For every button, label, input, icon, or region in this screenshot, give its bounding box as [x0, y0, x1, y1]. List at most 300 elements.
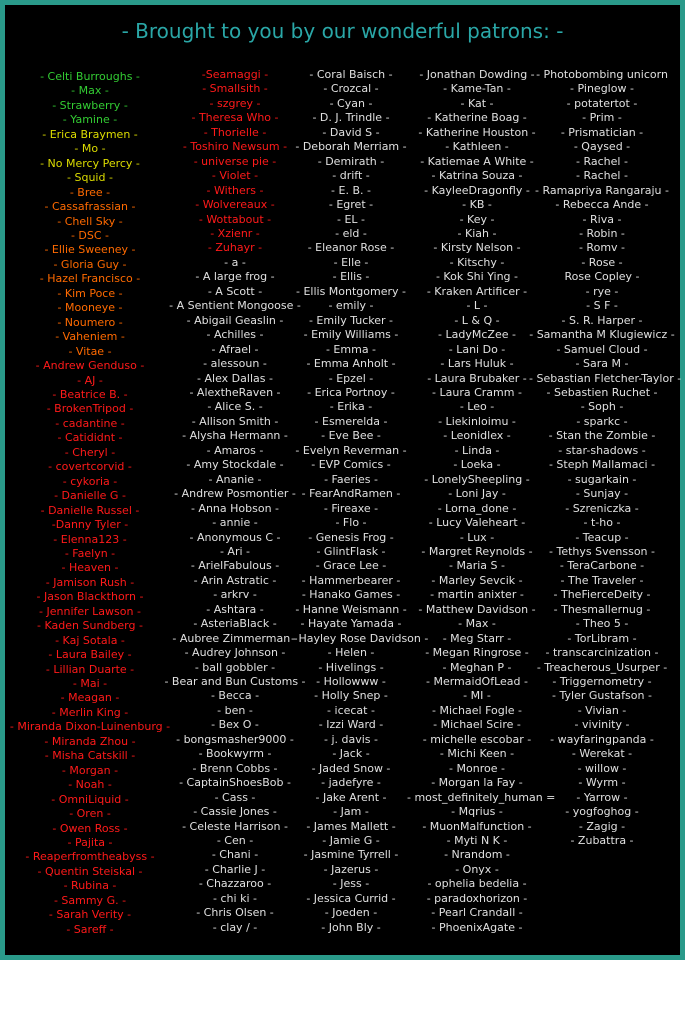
patron-name: - Withers - [206, 183, 264, 197]
patron-name: - Kathleen - [445, 140, 509, 154]
patron-name: - Andrew Genduso - [35, 359, 145, 373]
patron-name: - sugarkain - [567, 472, 637, 486]
patron-name: - Abigail Geaslin - [186, 313, 284, 327]
patron-name: - Joeden - [324, 906, 378, 920]
patron-name: - ball gobbler - [194, 660, 276, 674]
patron-name: - most_definitely_human = [407, 790, 556, 804]
patron-name: - Brenn Cobbs - [192, 761, 278, 775]
patron-name: - Katherine Houston - [418, 125, 536, 139]
patron-name: - Ashtara - [206, 602, 264, 616]
patron-name: - Lani Do - [448, 342, 506, 356]
patron-name: - Kame-Tan - [443, 82, 511, 96]
patron-name: - Hanne Weismann - [295, 602, 407, 616]
patron-name: - Hayate Yamada - [300, 617, 402, 631]
patron-name: - LadyMcZee - [438, 328, 516, 342]
patron-name: - TheFierceDeity - [553, 588, 651, 602]
patron-name: - Egret - [328, 198, 374, 212]
patron-name: - Robin - [579, 226, 625, 240]
patron-name: - Mooneye - [57, 301, 123, 315]
patron-name: - Sebastian Fletcher-Taylor - [529, 371, 682, 385]
patron-name: - Theresa Who - [191, 111, 279, 125]
patron-name: - Werekat - [571, 747, 633, 761]
patron-name: - Morgan la Fay - [431, 776, 523, 790]
patron-name: - Rachel - [576, 154, 628, 168]
patron-name: - Pineglow - [570, 82, 634, 96]
patron-name: - Faelyn - [64, 546, 116, 560]
patron-name: - Celti Burroughs - [40, 70, 140, 83]
patron-name: - Stan the Zombie - [548, 429, 656, 443]
patron-name: - Morgan - [61, 763, 119, 777]
credits-title: - Brought to you by our wonderful patrons: - [121, 19, 564, 43]
patron-name: - A large frog - [195, 270, 275, 284]
patron-name: - Monroe - [449, 761, 505, 775]
patron-name: - MuonMalfunction - [422, 819, 532, 833]
patron-name: - star-shadows - [558, 443, 646, 457]
patron-name: - Ellie Sweeney - [44, 243, 136, 257]
patron-name: - S F - [586, 299, 618, 313]
patron-name: - Izzi Ward - [318, 718, 384, 732]
patron-name: - jadefyre - [321, 776, 381, 790]
patron-name: - Max - [458, 617, 496, 631]
patron-name: - Riva - [582, 212, 622, 226]
patron-name: - Miranda Dixon-Luinenburg - [9, 720, 171, 734]
patron-name: - KB - [462, 198, 492, 212]
patron-name: - Sareff - [66, 922, 114, 936]
patron-name: - Meg Starr - [442, 631, 512, 645]
patron-column-3 [291, 68, 429, 935]
patron-name: - Loni Jay - [448, 487, 506, 501]
patron-name: - Vivian - [577, 703, 627, 717]
patron-name: - Evelyn Reverman - [295, 443, 407, 457]
patron-name: - Vitae - [68, 344, 112, 358]
patron-name: - LonelySheepling - [424, 472, 530, 486]
patron-name: - michelle escobar - [422, 732, 532, 746]
patron-name: - Allison Smith - [191, 414, 279, 428]
patron-name: - bongsmasher9000 - [176, 732, 294, 746]
patron-name: - Zagig - [578, 819, 626, 833]
patron-name: - Danielle Russel - [40, 503, 140, 517]
patron-name: - Esmerelda - [314, 414, 388, 428]
patron-name: - Lillian Duarte - [45, 662, 135, 676]
patron-name: - Leo - [459, 400, 495, 414]
patron-name: - Kok Shi Ying - [435, 270, 519, 284]
patron-name: - Soph - [580, 400, 624, 414]
patron-name: - Noumero - [57, 315, 123, 329]
patron-name: - Laura Cramm - [432, 385, 522, 399]
patron-name: - Qaysed - [573, 140, 631, 154]
patron-name: - EL - [336, 212, 365, 226]
patron-name: - wayfaringpanda - [550, 732, 654, 746]
patron-name: - Strawberry - [52, 98, 128, 112]
patron-name: - potatertot - [566, 96, 638, 110]
patron-name: - TeraCarbone - [559, 559, 645, 573]
patron-name: - BrokenTripod - [46, 402, 134, 416]
patron-name: - Tethys Svensson - [549, 544, 655, 558]
patron-name: - Ellis - [332, 270, 370, 284]
patron-name: - Arin Astratic - [193, 573, 277, 587]
patron-name: - Epzel - [328, 371, 374, 385]
patron-name: - Ananie - [208, 472, 262, 486]
patron-name: - Erica Portnoy - [307, 385, 395, 399]
patron-name: - Key - [459, 212, 495, 226]
patron-name: - Laura Bailey - [48, 648, 132, 662]
patron-name: - Anna Hobson - [190, 501, 280, 515]
patron-name: - Celeste Harrison - [182, 819, 288, 833]
patron-name: - Kaj Sotala - [55, 633, 125, 647]
patron-name: - Jess - [332, 877, 370, 891]
patron-name: - Ellis Montgomery - [295, 284, 406, 298]
patron-name: - Violet - [211, 169, 259, 183]
patron-name: - Liekinloimu - [438, 414, 516, 428]
patron-name: - Demirath - [317, 154, 385, 168]
patron-name: - Cass - [214, 790, 256, 804]
patron-name: - Misha Catskill - [44, 749, 136, 763]
patron-name: - Amaros - [206, 443, 264, 457]
patron-name: - Danielle G - [54, 489, 126, 503]
patron-name: - Helen - [327, 646, 375, 660]
patron-name: - MermaidOfLead - [426, 675, 528, 689]
patron-column-1 [5, 70, 175, 937]
patron-name: - Photobombing unicorn [536, 68, 668, 81]
patron-name: - eld - [335, 226, 367, 240]
patron-name: - chi ki - [213, 891, 257, 905]
patron-name: - paradoxhorizon - [426, 891, 528, 905]
patron-name: - Jake Arent - [315, 790, 387, 804]
patron-name: - S. R. Harper - [561, 313, 643, 327]
patron-name: - yogfoghog - [565, 805, 639, 819]
patron-name: - L & Q - [454, 313, 500, 327]
patron-name: - Jaded Snow - [311, 761, 391, 775]
patron-name: - EVP Comics - [311, 458, 391, 472]
patron-name: - Elle - [333, 255, 369, 269]
patron-name: - GlintFlask - [316, 544, 386, 558]
patron-name: - clay / - [212, 920, 258, 934]
patron-name: - AlextheRaven - [189, 385, 281, 399]
patron-name: - Chell Sky - [57, 214, 123, 228]
patron-name: - Hazel Francisco - [39, 272, 141, 286]
patron-name: - Meghan P - [442, 660, 512, 674]
patron-name: - CaptainShoesBob - [179, 776, 291, 790]
patron-name: - Hanako Games - [301, 588, 401, 602]
patron-name: - Erika - [329, 400, 373, 414]
patron-name: - alessoun - [203, 357, 267, 371]
patron-name: - Holly Snep - [314, 689, 388, 703]
patron-name: - Fireaxe - [323, 501, 379, 515]
patron-name: - Zubattra - [570, 834, 634, 848]
patron-name: - Cheryl - [64, 445, 116, 459]
patron-name: - drift - [332, 169, 370, 183]
patron-name: - j. davis - [323, 732, 378, 746]
patron-name: - Faeries - [324, 472, 378, 486]
patron-name: - Audrey Johnson - [184, 646, 286, 660]
patron-name: - Oren - [69, 807, 111, 821]
patron-name: - rye - [585, 284, 619, 298]
patron-name: - Emily Tucker - [308, 313, 394, 327]
patron-name: - Szreniczka - [565, 501, 639, 515]
patron-name: - James Mallett - [306, 819, 396, 833]
patron-name: - Sarah Verity - [48, 908, 132, 922]
patron-name: - Merlin King - [51, 705, 129, 719]
patron-name: - Theo 5 - [575, 617, 629, 631]
patron-name: - Eleanor Rose - [307, 241, 395, 255]
patron-column-5 [529, 68, 682, 848]
patron-name: - PhoenixAgate - [431, 920, 523, 934]
patron-name: - Jam - [333, 805, 369, 819]
patron-name: - Linda - [454, 443, 500, 457]
patron-name: - a - [224, 255, 246, 269]
patron-name: - Charlie J - [204, 862, 266, 876]
patron-name: - Jennifer Lawson - [39, 604, 141, 618]
patron-name: - martin anixter - [430, 588, 524, 602]
patron-name: - Achilles - [206, 328, 264, 342]
patron-name: - Matthew Davidson - [418, 602, 536, 616]
patron-name: - Becca - [210, 689, 260, 703]
patron-name: - Loeka - [453, 458, 501, 472]
patron-name: - Lorna_done - [437, 501, 517, 515]
patron-name: - Margret Reynolds - [421, 544, 533, 558]
patron-name: - Onyx - [455, 862, 499, 876]
patron-name: - Michael Scire - [433, 718, 521, 732]
patron-name: - Alex Dallas - [197, 371, 273, 385]
patron-name: - Wolvereaux - [195, 198, 275, 212]
patron-name: - OmniLiquid - [51, 792, 129, 806]
patron-name: - Mai - [72, 677, 108, 691]
patron-name: - Elenna123 - [53, 532, 127, 546]
patron-name: - Lars Huluk - [440, 357, 514, 371]
patron-name: - The Traveler - [560, 573, 644, 587]
patron-name: - Hammerbearer - [301, 573, 401, 587]
patron-name: -Danny Tyler - [51, 518, 129, 532]
patron-name: - Lux - [459, 530, 495, 544]
patron-name: - Rubina - [63, 879, 117, 893]
patron-name: - Rebecca Ande - [555, 198, 649, 212]
patron-name: - Flo - [335, 516, 367, 530]
patron-name: - Jason Blackthorn - [36, 590, 144, 604]
patron-name: - Quentin Steiskal - [37, 864, 143, 878]
patron-name: - Reaperfromtheabyss - [25, 850, 155, 864]
patron-name: - t-ho - [583, 516, 621, 530]
patron-name: - Lucy Valeheart - [428, 516, 526, 530]
patron-name: - Jonathan Dowding - [419, 68, 535, 81]
patron-name: - Ramapriya Rangaraju - [535, 183, 669, 197]
patron-name: - Sammy G. - [53, 893, 127, 907]
patron-name: - Yarrow - [576, 790, 628, 804]
patron-name: - Cen - [216, 834, 254, 848]
patron-name: - Gloria Guy - [53, 257, 127, 271]
patron-name: - Eve Bee - [321, 429, 381, 443]
patron-name: - Bree - [69, 185, 111, 199]
patron-name: - Sara M - [575, 357, 629, 371]
patron-name: - Chazzaroo - [198, 877, 272, 891]
patron-name: - Jamie G - [322, 834, 380, 848]
patron-name: - Katrina Souza - [431, 169, 523, 183]
patron-name: - Smallsith - [202, 82, 268, 96]
patron-name: - Marley Sevcik - [431, 573, 523, 587]
patron-name: - Wyrm - [578, 776, 626, 790]
patron-name: - Prim - [582, 111, 622, 125]
patron-name: - Jamison Rush - [45, 575, 135, 589]
patron-name: - No Mercy Percy - [40, 156, 140, 170]
patron-name: - Ari - [219, 544, 251, 558]
patron-name: - Kiah - [457, 226, 497, 240]
patron-name: - Squid - [67, 171, 113, 185]
patron-name: - L - [466, 299, 488, 313]
patron-name: - Pearl Crandall - [431, 906, 523, 920]
patron-name: - Heaven - [61, 561, 119, 575]
patron-name: - Cassafrassian - [44, 200, 136, 214]
patron-name: - Chris Olsen - [196, 906, 274, 920]
patron-name: - covertcorvid - [48, 460, 132, 474]
patron-name: - Owen Ross - [52, 821, 128, 835]
patron-name: - Aubree Zimmerman - [172, 631, 298, 645]
patron-name: - willow - [577, 761, 627, 775]
patron-name: - Bex O - [211, 718, 259, 732]
patron-name: - Leonidlex - [443, 429, 511, 443]
patron-name: - Cyan - [329, 96, 373, 110]
patron-name: - szgrey - [209, 96, 261, 110]
patron-name: - Triggernometry - [552, 675, 652, 689]
patron-name: - Chani - [211, 848, 259, 862]
patron-name: - Samuel Cloud - [556, 342, 648, 356]
patron-column-4 [407, 68, 556, 935]
patron-name: - Beatrice B. - [52, 387, 128, 401]
patron-name: - annie - [212, 516, 258, 530]
patron-name: - arkrv - [213, 588, 257, 602]
patron-name: - Crozcal - [323, 82, 379, 96]
patron-name: - Deborah Merriam - [295, 140, 407, 154]
patron-name: - Pajita - [67, 836, 113, 850]
patron-name: - Romv - [578, 241, 626, 255]
patron-name: - Alice S. - [207, 400, 263, 414]
patron-name: - ophelia bedelia - [427, 877, 527, 891]
patron-name: - Kaden Sundberg - [37, 619, 143, 633]
patron-name: - A Scott - [207, 284, 263, 298]
patron-name: - AJ - [77, 373, 103, 387]
patron-name: - Cassie Jones - [193, 805, 277, 819]
patron-name: - cadantine - [55, 416, 125, 430]
patron-name: - Thesmallernug - [553, 602, 651, 616]
patron-name: - Max - [71, 84, 109, 98]
patron-name: - John Bly - [321, 920, 381, 934]
patron-name: - universe pie - [193, 154, 277, 168]
patron-name: - Bear and Bun Customs - [164, 675, 306, 689]
patron-name: - Mo - [74, 142, 106, 156]
patron-name: - Bookwyrm - [198, 747, 272, 761]
patron-name: - Samantha M Klugiewicz - [529, 328, 675, 342]
patron-name: - DSC - [70, 228, 110, 242]
patron-name: - David S - [322, 125, 380, 139]
patron-name: - MI - [463, 689, 491, 703]
patron-name: - Kim Poce - [57, 286, 123, 300]
patron-name: - Kraken Artificer - [426, 284, 528, 298]
patron-name: - transcarcinization - [545, 646, 659, 660]
patron-column-2 [160, 68, 310, 935]
patron-name: - Coral Baisch - [309, 68, 393, 81]
patron-name: - Maria S - [449, 559, 505, 573]
patron-name: - Catididnt - [57, 431, 123, 445]
patron-name: - Meagan - [60, 691, 120, 705]
patron-name: - Afrael - [211, 342, 259, 356]
patron-name: - Steph Mallamaci - [548, 458, 656, 472]
patron-name: - Noah - [68, 778, 112, 792]
patron-name: - Toshiro Newsum - [182, 140, 288, 154]
patron-name: - Zuhayr - [207, 241, 263, 255]
patron-name: - Katiemae A White - [420, 154, 534, 168]
patron-name: - cykoria - [62, 474, 118, 488]
patron-name: - Erica Braymen - [42, 127, 138, 141]
patron-name: - Prismatician - [560, 125, 644, 139]
patron-name: - ben - [217, 703, 253, 717]
patron-name: - Kitschy - [449, 255, 505, 269]
patron-name: - Tyler Gustafson - [552, 689, 652, 703]
patron-name: - D. J. Trindle - [312, 111, 390, 125]
patron-name: - Kirsty Nelson - [433, 241, 521, 255]
patron-name: - Laura Brubaker - [427, 371, 527, 385]
patron-name: - Wottabout - [198, 212, 272, 226]
patron-name: - Jazerus - [323, 862, 379, 876]
patron-name: - Michael Fogle - [431, 703, 523, 717]
patron-name: - Hayley Rose Davidson - [291, 631, 429, 645]
patron-name: - Xzienr - [210, 226, 260, 240]
patron-name: - Myti N K - [446, 834, 508, 848]
patron-name: -Seamaggi - [201, 68, 269, 81]
patron-name: - Emma - [325, 342, 377, 356]
patron-name: - Sunjay - [575, 487, 629, 501]
patron-name: - vivinity - [574, 718, 630, 732]
patron-name: - Emily Williams - [303, 328, 399, 342]
patron-name: - Jack - [332, 747, 370, 761]
patron-name: Rose Copley - [564, 270, 640, 284]
patron-name: - E. B. - [331, 183, 371, 197]
patron-name: - Rose - [581, 255, 623, 269]
patron-name: - A Sentient Mongoose - [169, 299, 301, 313]
patron-name: - Nrandom - [444, 848, 510, 862]
patron-name: - Kat - [460, 96, 494, 110]
patron-name: - Megan Ringrose - [425, 646, 529, 660]
patron-name: - ArielFabulous - [190, 559, 280, 573]
patron-name: - Emma Anholt - [306, 357, 396, 371]
patron-name: - Alysha Hermann - [182, 429, 288, 443]
patron-name: - Rachel - [576, 169, 628, 183]
patron-name: - Teacup - [575, 530, 629, 544]
patron-name: - Michi Keen - [439, 747, 515, 761]
patron-name: - Vaheniem - [55, 330, 125, 344]
patron-name: - KayleeDragonfly - [424, 183, 530, 197]
patron-name: - Katherine Boag - [427, 111, 527, 125]
patron-name: - icecat - [327, 703, 375, 717]
patron-name: - TorLibram - [567, 631, 637, 645]
patron-name: - Genesis Frog - [308, 530, 394, 544]
patron-name: - Jasmine Tyrrell - [303, 848, 399, 862]
patron-name: - Yamine - [62, 113, 118, 127]
patron-name: - AsteriaBlack - [193, 617, 277, 631]
patron-name: - Treacherous_Usurper - [536, 660, 668, 674]
patron-name: - Thorielle - [203, 125, 267, 139]
patron-name: - Hivelings - [318, 660, 384, 674]
patron-name: - Miranda Zhou - [44, 734, 136, 748]
patron-name: - FearAndRamen - [301, 487, 401, 501]
patron-name: - sparkc - [576, 414, 628, 428]
patron-name: - emily - [328, 299, 374, 313]
patron-name: - Sebastien Ruchet - [546, 385, 658, 399]
patron-name: - Anonymous C - [189, 530, 281, 544]
patron-name: - Mqrius - [451, 805, 503, 819]
patron-name: - Amy Stockdale - [186, 458, 284, 472]
patron-name: - Hollowww - [316, 675, 386, 689]
patron-name: - Jessica Currid - [306, 891, 396, 905]
patron-name: - Andrew Posmontier - [174, 487, 296, 501]
patron-name: - Grace Lee - [315, 559, 387, 573]
